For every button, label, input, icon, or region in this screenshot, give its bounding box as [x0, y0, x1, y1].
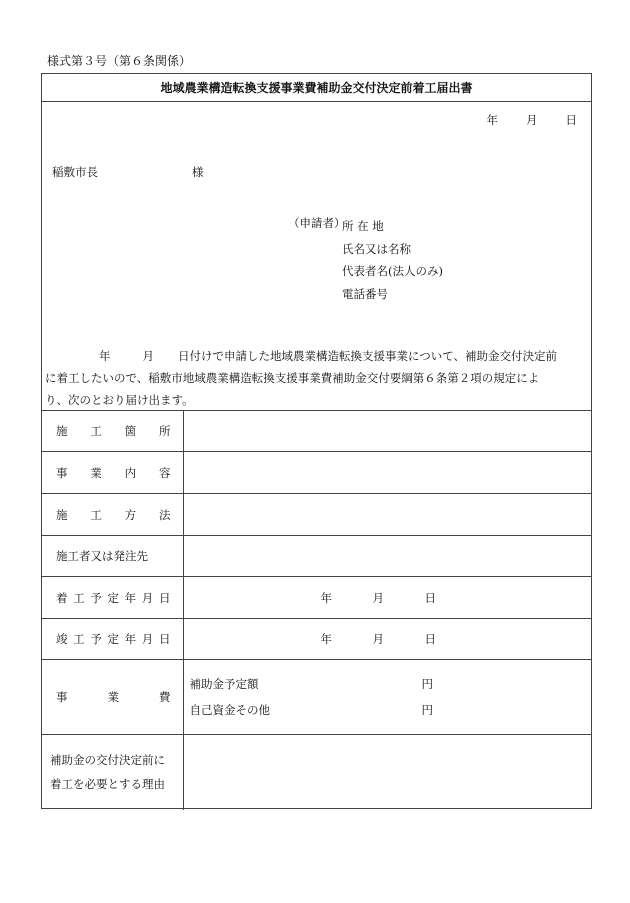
applicant-label: （申請者） [288, 216, 346, 230]
label-char: 日 [158, 590, 171, 605]
applicant-fields [342, 215, 443, 305]
body-line-1-rest: 日付けで申請した地域農業構造転換支援事業について、補助金交付決定前 [178, 349, 558, 363]
cost-subsidy-row[interactable] [190, 671, 592, 697]
form-frame [41, 73, 592, 809]
end-day-unit: 日 [424, 632, 436, 646]
label-char: 事 [56, 465, 68, 480]
label-contractor: 施工者又は発注先 [56, 549, 148, 563]
label-char: 着 [56, 590, 68, 605]
label-char: 事 [56, 690, 68, 704]
label-reason-line-1: 補助金の交付決定前に [50, 753, 165, 768]
label-reason-line-2: 着工を必要とする理由 [50, 777, 165, 792]
label-content [42, 465, 183, 481]
date-year: 年 [486, 113, 498, 127]
row-content [42, 452, 591, 494]
label-char: 予 [90, 632, 102, 646]
label-char: 工 [73, 590, 85, 605]
row-start-date [42, 577, 591, 619]
submission-date [487, 112, 578, 128]
cost-own-funds-unit: 円 [421, 703, 433, 717]
detail-table [42, 410, 591, 810]
label-char: 施 [56, 507, 68, 522]
label-char: 工 [73, 632, 85, 646]
body-line-3: り、次のとおり届け出ます。 [45, 393, 194, 407]
row-reason [42, 735, 591, 810]
value-reason[interactable] [183, 735, 591, 810]
cost-subsidy-label: 補助金予定額 [189, 677, 259, 691]
body-text [45, 345, 590, 411]
addressee [52, 164, 204, 180]
cost-own-funds-row[interactable] [190, 697, 592, 723]
label-char: 工 [90, 507, 102, 522]
label-cost [42, 689, 183, 705]
label-char: 費 [159, 690, 171, 704]
cost-own-funds-label: 自己資金その他 [189, 703, 270, 717]
body-year: 年 [99, 349, 111, 363]
label-char: 年 [124, 590, 137, 605]
row-cost [42, 660, 591, 735]
addressee-name: 稲敷市長 [52, 165, 98, 179]
label-char: 定 [107, 590, 119, 605]
form-title: 地域農業構造転換支援事業費補助金交付決定前着工届出書 [42, 74, 591, 102]
label-char: 月 [141, 590, 154, 605]
label-start-date [42, 590, 183, 606]
value-site[interactable] [183, 411, 591, 452]
label-char: 容 [158, 465, 171, 480]
row-method [42, 494, 591, 536]
label-char: 業 [107, 690, 119, 704]
row-end-date [42, 619, 591, 660]
row-site [42, 411, 591, 452]
applicant-representative-label: 代表者名(法人のみ) [342, 264, 443, 278]
label-char: 所 [158, 424, 171, 438]
label-end-date [42, 631, 183, 647]
date-day: 日 [565, 113, 577, 127]
label-char: 箇 [124, 424, 137, 438]
value-cost [183, 660, 591, 735]
label-char: 月 [141, 632, 154, 646]
addressee-honorific: 様 [192, 165, 204, 179]
label-char: 竣 [56, 632, 68, 646]
label-char: 定 [107, 632, 119, 646]
end-year-unit: 年 [320, 632, 332, 646]
cost-subsidy-unit: 円 [421, 677, 433, 691]
label-reason [42, 748, 183, 796]
label-site [42, 423, 183, 439]
label-char: 年 [124, 632, 137, 646]
applicant-phone-label: 電話番号 [342, 286, 388, 301]
label-char: 方 [124, 507, 137, 522]
label-char: 法 [158, 507, 171, 522]
start-day-unit: 日 [424, 590, 436, 605]
label-char: 施 [56, 424, 68, 438]
value-content[interactable] [183, 452, 591, 494]
label-char: 内 [124, 465, 137, 480]
date-month: 月 [526, 113, 538, 127]
label-char: 業 [90, 465, 102, 480]
label-char: 工 [90, 424, 102, 438]
label-method [42, 507, 183, 523]
value-start-date[interactable] [183, 577, 591, 619]
body-month: 月 [142, 349, 154, 363]
applicant-address-label: 所 在 地 [342, 219, 384, 233]
start-month-unit: 月 [372, 590, 384, 605]
label-char: 予 [90, 590, 102, 605]
value-end-date[interactable] [183, 619, 591, 660]
end-month-unit: 月 [372, 632, 384, 646]
row-contractor [42, 536, 591, 577]
label-char: 日 [158, 632, 171, 646]
form-number: 様式第３号（第６条関係） [47, 54, 192, 68]
body-line-1 [45, 345, 590, 367]
value-contractor[interactable] [183, 536, 591, 577]
value-method[interactable] [183, 494, 591, 536]
body-line-2: に着工したいので、稲敷市地域農業構造転換支援事業費補助金交付要綱第６条第２項の規定によ [45, 371, 540, 385]
start-year-unit: 年 [320, 590, 332, 605]
applicant-name-label: 氏名又は名称 [342, 241, 411, 256]
